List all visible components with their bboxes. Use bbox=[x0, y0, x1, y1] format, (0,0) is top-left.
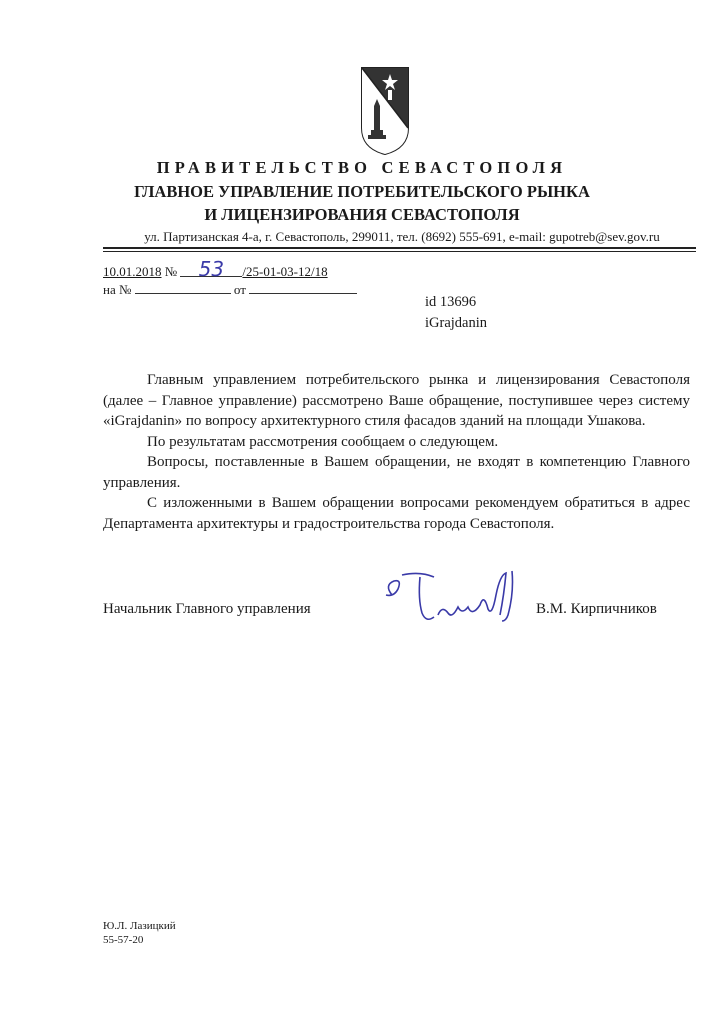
reply-number-prefix: на № bbox=[103, 282, 132, 297]
signer-name: В.М. Кирпичников bbox=[536, 601, 657, 617]
handwritten-signature bbox=[372, 565, 552, 637]
reply-from-word: от bbox=[233, 282, 246, 297]
body-paragraph-1: Главным управлением потребительского рынка и лицензирования Севастополя (далее – Главное управление) рассмотрено Ваше обращение, поступившее через систему «iGrajdanin» по вопросу архитектурного стиля фасадов зданий на площади Ушакова. bbox=[103, 372, 690, 429]
government-title: ПРАВИТЕЛЬСТВО СЕВАСТОПОЛЯ bbox=[156, 158, 568, 177]
department-title-line-1: ГЛАВНОЕ УПРАВЛЕНИЕ ПОТРЕБИТЕЛЬСКОГО РЫНКА bbox=[134, 182, 590, 201]
letter-number-suffix: /25-01-03-12/18 bbox=[242, 264, 328, 279]
body-paragraph-4: С изложенными в Вашем обращении вопросами рекомендуем обратиться в адрес Департамента архитектуры и градостроительства города Севастополя. bbox=[103, 495, 690, 532]
executor-phone: 55-57-20 bbox=[103, 934, 144, 946]
recipient-name: iGrajdanin bbox=[425, 315, 488, 331]
outgoing-reference bbox=[103, 257, 328, 281]
letter-date: 10.01.2018 bbox=[103, 264, 162, 279]
reply-date-blank bbox=[249, 281, 357, 294]
department-title-line-2: И ЛИЦЕНЗИРОВАНИЯ СЕВАСТОПОЛЯ bbox=[204, 205, 520, 224]
sevastopol-coat-of-arms-icon bbox=[360, 66, 410, 156]
handwritten-letter-number: 53 bbox=[180, 262, 242, 277]
incoming-reference bbox=[103, 281, 357, 298]
executor-name: Ю.Л. Лазицкий bbox=[103, 920, 176, 932]
signer-title: Начальник Главного управления bbox=[103, 601, 311, 617]
letter-body bbox=[103, 370, 690, 534]
header-divider-thin bbox=[103, 251, 696, 252]
department-address: ул. Партизанская 4-а, г. Севастополь, 299011, тел. (8692) 555-691, e-mail: gupotreb@sev.gov.ru bbox=[144, 229, 660, 244]
header-divider-thick bbox=[103, 247, 696, 249]
reply-number-blank bbox=[135, 281, 231, 294]
number-sign: № bbox=[164, 264, 178, 279]
body-paragraph-2: По результатам рассмотрения сообщаем о следующем. bbox=[147, 433, 499, 450]
recipient-id: id 13696 bbox=[425, 294, 477, 310]
body-paragraph-3: Вопросы, поставленные в Вашем обращении, не входят в компетенцию Главного управления. bbox=[103, 454, 690, 491]
